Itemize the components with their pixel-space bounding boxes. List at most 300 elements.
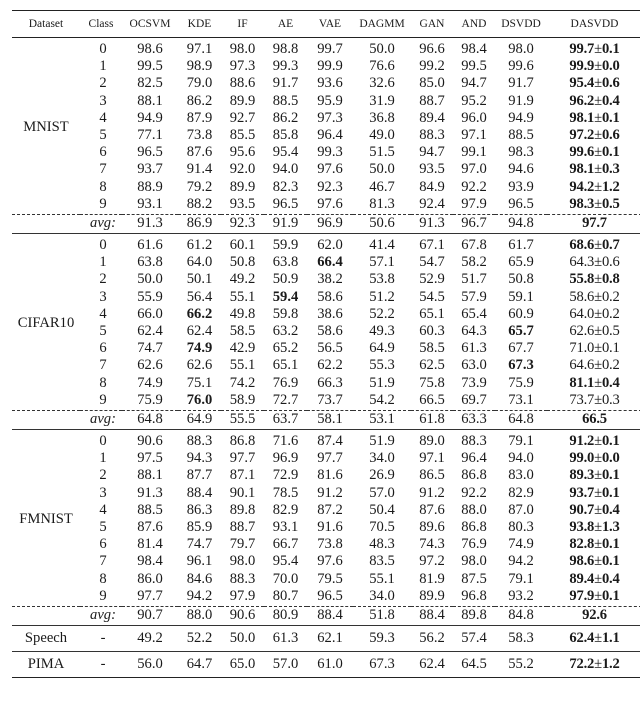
cell-ocsvm: 96.5: [137, 144, 163, 161]
table-row: [12, 502, 640, 519]
plus-minus-symbol: ±: [594, 254, 602, 271]
cell-gan: 97.2: [419, 553, 445, 570]
cell-dagmm: 51.2: [369, 288, 395, 305]
cell-kde: 74.9: [186, 340, 213, 357]
cell-kde: 66.2: [186, 305, 213, 322]
cell-class: 4: [99, 305, 107, 322]
cell-dasvdd: [547, 75, 640, 92]
table-row: [12, 430, 640, 451]
dasvdd-std: 0.6: [601, 254, 620, 271]
cell-gan: 56.2: [411, 626, 453, 652]
cell-ae: 80.7: [272, 587, 299, 604]
cell-ae: 63.2: [272, 323, 299, 340]
cell-ae: 96.9: [272, 450, 299, 467]
table-row: [12, 234, 640, 255]
cell-dsvdd: 94.9: [508, 109, 534, 126]
cell-ae: 72.9: [272, 467, 299, 484]
cell-dasvdd: [547, 340, 640, 357]
avg-ae: 80.9: [264, 607, 307, 626]
cell-dagmm: 49.0: [369, 127, 395, 144]
cell-if: 88.3: [229, 570, 256, 587]
cell-gan: 89.0: [419, 433, 445, 450]
plus-minus-symbol: ±: [594, 629, 602, 646]
cell-if: 88.6: [229, 75, 256, 92]
cell-class: 1: [99, 58, 107, 75]
avg-row: [12, 215, 640, 234]
cell-if: 92.0: [229, 161, 256, 178]
cell-and: 86.8: [461, 467, 487, 484]
cell-gan: 54.5: [419, 288, 445, 305]
cell-dagmm: 55.1: [369, 570, 395, 587]
cell-kde: 87.9: [186, 109, 213, 126]
cell-dsvdd: 98.3: [508, 144, 534, 161]
cell-and: 58.2: [461, 254, 487, 271]
cell-ae: 95.4: [272, 553, 299, 570]
cell-ae: 78.5: [272, 484, 299, 501]
cell-dsvdd: 94.2: [508, 553, 534, 570]
dasvdd-mean: 71.0: [569, 340, 595, 357]
cell-dasvdd: [547, 306, 640, 323]
cell-dasvdd: [547, 234, 640, 255]
cell-gan: 97.1: [419, 450, 445, 467]
cell-kde: 85.9: [186, 519, 213, 536]
cell-kde: 84.6: [186, 570, 213, 587]
cell-dagmm: 83.5: [369, 553, 395, 570]
cell-vae: 99.7: [317, 41, 343, 57]
dasvdd-std: 0.6: [601, 75, 620, 92]
cell-kde: 88.3: [186, 433, 213, 450]
cell-gan: 52.9: [419, 271, 445, 288]
cell-dasvdd: [547, 110, 640, 127]
cell-kde: 52.2: [178, 626, 221, 652]
avg-and: 63.3: [453, 411, 495, 430]
cell-ae: 99.3: [272, 58, 299, 75]
cell-and: 57.9: [461, 288, 487, 305]
cell-dagmm: 46.7: [369, 178, 395, 195]
cell-dasvdd: [547, 144, 640, 161]
cell-dasvdd: [547, 502, 640, 519]
dasvdd-mean: 98.1: [569, 161, 595, 178]
plus-minus-symbol: ±: [594, 357, 602, 374]
dasvdd-std: 0.6: [601, 127, 620, 144]
cell-ocsvm: 88.1: [137, 92, 163, 109]
cell-dagmm: 49.3: [369, 323, 395, 340]
cell-gan: 86.5: [419, 467, 445, 484]
cell-ae: 82.3: [272, 178, 299, 195]
avg-ocsvm: 91.3: [122, 215, 178, 234]
cell-dsvdd: 55.2: [495, 652, 547, 678]
cell-gan: 99.2: [419, 58, 445, 75]
header-row: [12, 11, 640, 38]
cell-kde: 98.9: [186, 58, 213, 75]
cell-if: 50.0: [221, 626, 264, 652]
cell-dsvdd: 73.1: [508, 391, 534, 408]
table-row: [12, 38, 640, 59]
cell-class: 6: [99, 340, 107, 357]
plus-minus-symbol: ±: [594, 536, 602, 553]
results-table: [12, 10, 640, 678]
cell-ae: 50.9: [272, 271, 299, 288]
cell-and: 88.3: [461, 433, 487, 450]
cell-ae: 95.4: [272, 144, 299, 161]
dasvdd-std: 0.0: [601, 450, 620, 467]
cell-ocsvm: 88.9: [137, 178, 163, 195]
cell-kde: 50.1: [186, 271, 213, 288]
cell-and: 97.1: [461, 127, 487, 144]
cell-ocsvm: 94.9: [137, 109, 163, 126]
header-class: Class: [80, 11, 122, 38]
cell-gan: 94.7: [419, 144, 445, 161]
cell-dsvdd: 79.1: [508, 570, 534, 587]
avg-kde: 86.9: [178, 215, 221, 234]
table-row: [12, 271, 640, 288]
cell-class: 7: [99, 161, 107, 178]
cell-kde: 87.7: [186, 467, 213, 484]
cell-dasvdd: [547, 254, 640, 271]
dasvdd-mean: 99.0: [569, 450, 595, 467]
cell-class: 0: [99, 237, 107, 254]
cell-class: 8: [99, 374, 107, 391]
cell-and: 98.4: [461, 41, 487, 57]
cell-vae: 97.6: [317, 553, 343, 570]
cell-dsvdd: 91.9: [508, 92, 534, 109]
cell-ae: 88.5: [272, 92, 299, 109]
cell-dsvdd: 61.7: [508, 237, 534, 254]
avg-dagmm: 50.6: [353, 215, 411, 234]
cell-ocsvm: 88.5: [137, 501, 163, 518]
cell-vae: 58.6: [317, 288, 343, 305]
cell-vae: 87.2: [317, 501, 343, 518]
dasvdd-std: 1.3: [601, 519, 620, 536]
cell-class: 3: [99, 92, 107, 109]
table-row: [12, 75, 640, 92]
cell-gan: 87.6: [419, 501, 445, 518]
cell-ocsvm: 74.9: [137, 374, 163, 391]
cell-ae: 85.8: [272, 127, 299, 144]
dasvdd-std: 0.1: [601, 484, 620, 501]
cell-kde: 62.6: [186, 357, 213, 374]
cell-and: 96.4: [461, 450, 487, 467]
cell-gan: 54.7: [419, 254, 445, 271]
cell-dsvdd: 58.3: [495, 626, 547, 652]
avg-ocsvm: 64.8: [122, 411, 178, 430]
cell-dsvdd: 91.7: [508, 75, 534, 92]
cell-vae: 97.6: [317, 195, 343, 212]
cell-vae: 73.8: [317, 536, 343, 553]
cell-dagmm: 31.9: [369, 92, 395, 109]
cell-kde: 79.2: [186, 178, 213, 195]
cell-kde: 75.1: [186, 374, 213, 391]
cell-ocsvm: 82.5: [137, 75, 163, 92]
cell-if: 88.7: [229, 519, 256, 536]
cell-ocsvm: 81.4: [137, 536, 163, 553]
table-row: [12, 127, 640, 144]
cell-and: 51.7: [461, 271, 487, 288]
dasvdd-mean: 64.0: [569, 305, 595, 322]
cell-dasvdd: [547, 450, 640, 467]
cell-vae: 99.3: [317, 144, 343, 161]
cell-and: 96.0: [461, 109, 487, 126]
cell-class: 3: [99, 484, 107, 501]
cell-vae: 62.2: [317, 357, 343, 374]
cell-class: 9: [99, 391, 107, 408]
dasvdd-mean: 93.7: [569, 484, 595, 501]
cell-class: 8: [99, 570, 107, 587]
avg-dasvdd: 66.5: [547, 411, 640, 430]
cell-gan: 66.5: [419, 391, 445, 408]
cell-and: 69.7: [461, 391, 487, 408]
cell-dsvdd: 83.0: [508, 467, 534, 484]
avg-if: 90.6: [221, 607, 264, 626]
cell-kde: 64.7: [178, 652, 221, 678]
cell-dsvdd: 93.9: [508, 178, 534, 195]
dataset-spacer: [12, 411, 80, 430]
cell-dagmm: 32.6: [369, 75, 395, 92]
dasvdd-mean: 64.6: [569, 357, 595, 374]
plus-minus-symbol: ±: [594, 484, 602, 501]
cell-vae: 97.3: [317, 109, 343, 126]
cell-if: 55.1: [229, 357, 256, 374]
cell-and: 63.0: [461, 357, 487, 374]
cell-gan: 58.5: [419, 340, 445, 357]
cell-dagmm: 70.5: [369, 519, 395, 536]
cell-dsvdd: 94.6: [508, 161, 534, 178]
cell-gan: 60.3: [419, 323, 445, 340]
dasvdd-std: 0.1: [601, 41, 620, 57]
dasvdd-std: 0.2: [601, 305, 620, 322]
cell-if: 79.7: [229, 536, 256, 553]
cell-dagmm: 26.9: [369, 467, 395, 484]
header-dataset: Dataset: [12, 11, 80, 38]
header-dasvdd: DASVDD: [547, 11, 640, 38]
cell-ae: 94.0: [272, 161, 299, 178]
cell-ae: 61.3: [264, 626, 307, 652]
plus-minus-symbol: ±: [594, 553, 602, 570]
cell-and: 97.9: [461, 195, 487, 212]
dataset-label: MNIST: [23, 118, 69, 135]
cell-kde: 62.4: [186, 323, 213, 340]
plus-minus-symbol: ±: [594, 58, 602, 75]
cell-ocsvm: 97.7: [137, 587, 163, 604]
dasvdd-mean: 82.8: [569, 536, 595, 553]
avg-dsvdd: 94.8: [495, 215, 547, 234]
cell-vae: 97.6: [317, 161, 343, 178]
cell-dsvdd: 88.5: [508, 127, 534, 144]
table-row: [12, 196, 640, 215]
dasvdd-mean: 72.2: [569, 655, 595, 672]
cell-vae: 91.2: [317, 484, 343, 501]
dasvdd-std: 0.5: [601, 323, 620, 340]
cell-ae: 82.9: [272, 501, 299, 518]
cell-if: 58.5: [229, 323, 256, 340]
cell-dasvdd: [547, 375, 640, 392]
dataset-label: PIMA: [12, 652, 80, 678]
cell-kde: 91.4: [186, 161, 213, 178]
cell-gan: 85.0: [419, 75, 445, 92]
cell-if: 55.1: [229, 288, 256, 305]
header-and: AND: [453, 11, 495, 38]
cell-gan: 65.1: [419, 305, 445, 322]
plus-minus-symbol: ±: [594, 178, 602, 195]
cell-dasvdd: [547, 519, 640, 536]
dasvdd-mean: 73.7: [569, 391, 595, 408]
plus-minus-symbol: ±: [594, 391, 602, 408]
cell-dsvdd: 79.1: [508, 433, 534, 450]
cell-and: 73.9: [461, 374, 487, 391]
dasvdd-mean: 89.3: [569, 467, 595, 484]
cell-dsvdd: 82.9: [508, 484, 534, 501]
cell-kde: 73.8: [186, 127, 213, 144]
cell-and: 76.9: [461, 536, 487, 553]
cell-kde: 86.3: [186, 501, 213, 518]
cell-if: 58.9: [229, 391, 256, 408]
cell-gan: 96.6: [419, 41, 445, 57]
avg-kde: 88.0: [178, 607, 221, 626]
cell-kde: 76.0: [186, 391, 213, 408]
table-row: [12, 588, 640, 607]
plus-minus-symbol: ±: [594, 195, 602, 212]
cell-kde: 79.0: [186, 75, 213, 92]
cell-if: 49.2: [229, 271, 256, 288]
cell-class: 3: [99, 288, 107, 305]
cell-class: 7: [99, 357, 107, 374]
cell-gan: 75.8: [419, 374, 445, 391]
cell-dagmm: 50.0: [369, 41, 395, 57]
cell-dasvdd: [547, 571, 640, 588]
dasvdd-std: 0.7: [601, 237, 620, 254]
cell-dasvdd: [547, 652, 640, 678]
cell-dasvdd: [547, 127, 640, 144]
cell-dagmm: 64.9: [369, 340, 395, 357]
cell-dagmm: 50.0: [369, 161, 395, 178]
cell-kde: 64.0: [186, 254, 213, 271]
header-ocsvm: OCSVM: [122, 11, 178, 38]
dasvdd-mean: 58.6: [569, 288, 595, 305]
cell-ocsvm: 77.1: [137, 127, 163, 144]
cell-ocsvm: 66.0: [137, 305, 163, 322]
cell-dasvdd: [547, 553, 640, 570]
cell-dagmm: 52.2: [369, 305, 395, 322]
cell-class: 6: [99, 536, 107, 553]
plus-minus-symbol: ±: [594, 587, 602, 604]
avg-dagmm: 53.1: [353, 411, 411, 430]
cell-class: 2: [99, 467, 107, 484]
cell-ae: 71.6: [272, 433, 299, 450]
cell-kde: 94.3: [186, 450, 213, 467]
cell-ocsvm: 74.7: [137, 340, 163, 357]
dasvdd-mean: 98.1: [569, 109, 595, 126]
cell-dagmm: 41.4: [369, 237, 395, 254]
plus-minus-symbol: ±: [594, 271, 602, 288]
header-kde: KDE: [178, 11, 221, 38]
plus-minus-symbol: ±: [594, 161, 602, 178]
avg-row: [12, 607, 640, 626]
cell-if: 95.6: [229, 144, 256, 161]
cell-if: 49.8: [229, 305, 256, 322]
cell-vae: 62.1: [307, 626, 353, 652]
dasvdd-mean: 97.2: [569, 127, 595, 144]
cell-dasvdd: [547, 485, 640, 502]
cell-dasvdd: [547, 179, 640, 196]
cell-vae: 66.3: [317, 374, 343, 391]
cell-if: 98.0: [229, 553, 256, 570]
avg-dsvdd: 84.8: [495, 607, 547, 626]
cell-ae: 57.0: [264, 652, 307, 678]
dasvdd-mean: 64.3: [569, 254, 595, 271]
dasvdd-std: 0.1: [601, 109, 620, 126]
cell-and: 65.4: [461, 305, 487, 322]
avg-label: avg:: [80, 607, 122, 626]
cell-kde: 61.2: [186, 237, 213, 254]
dasvdd-std: 0.2: [601, 288, 620, 305]
table-row: [12, 323, 640, 340]
cell-dsvdd: 67.3: [508, 357, 534, 374]
avg-kde: 64.9: [178, 411, 221, 430]
cell-if: 87.1: [229, 467, 256, 484]
cell-dasvdd: [547, 323, 640, 340]
avg-and: 96.7: [453, 215, 495, 234]
table-row: [12, 58, 640, 75]
cell-ocsvm: 99.5: [137, 58, 163, 75]
cell-gan: 88.3: [419, 127, 445, 144]
cell-if: 92.7: [229, 109, 256, 126]
dataset-label: CIFAR10: [17, 314, 75, 331]
header-dagmm: DAGMM: [353, 11, 411, 38]
cell-vae: 95.9: [317, 92, 343, 109]
plus-minus-symbol: ±: [594, 519, 602, 536]
dasvdd-std: 0.1: [601, 587, 620, 604]
cell-dasvdd: [547, 289, 640, 306]
table-row: [12, 179, 640, 196]
cell-ae: 86.2: [272, 109, 299, 126]
cell-class: 8: [99, 178, 107, 195]
cell-if: 85.5: [229, 127, 256, 144]
cell-gan: 88.7: [419, 92, 445, 109]
table-row: [12, 571, 640, 588]
cell-class: 5: [99, 519, 107, 536]
cell-gan: 89.9: [419, 587, 445, 604]
dasvdd-std: 0.4: [601, 92, 620, 109]
cell-ocsvm: 75.9: [137, 391, 163, 408]
plus-minus-symbol: ±: [594, 109, 602, 126]
cell-ae: 65.2: [272, 340, 299, 357]
cell-gan: 89.4: [419, 109, 445, 126]
cell-dasvdd: [547, 271, 640, 288]
dataset-label: FMNIST: [19, 510, 73, 527]
cell-dagmm: 81.3: [369, 195, 395, 212]
cell-class: 9: [99, 587, 107, 604]
cell-ocsvm: 86.0: [137, 570, 163, 587]
cell-kde: 56.4: [186, 288, 213, 305]
cell-ocsvm: 62.6: [137, 357, 163, 374]
cell-ocsvm: 88.1: [137, 467, 163, 484]
cell-vae: 97.7: [317, 450, 343, 467]
cell-kde: 97.1: [186, 41, 213, 57]
cell-dsvdd: 99.6: [508, 58, 534, 75]
cell-ae: 91.7: [272, 75, 299, 92]
dasvdd-std: 0.2: [601, 357, 620, 374]
cell-ae: 59.9: [272, 237, 299, 254]
cell-dsvdd: 94.0: [508, 450, 534, 467]
cell-if: 65.0: [221, 652, 264, 678]
cell-if: 50.8: [229, 254, 256, 271]
header-gan: GAN: [411, 11, 453, 38]
cell-ae: 63.8: [272, 254, 299, 271]
dasvdd-std: 0.3: [601, 161, 620, 178]
dasvdd-std: 0.4: [601, 374, 620, 391]
cell-kde: 94.2: [186, 587, 213, 604]
table-row: [12, 392, 640, 411]
